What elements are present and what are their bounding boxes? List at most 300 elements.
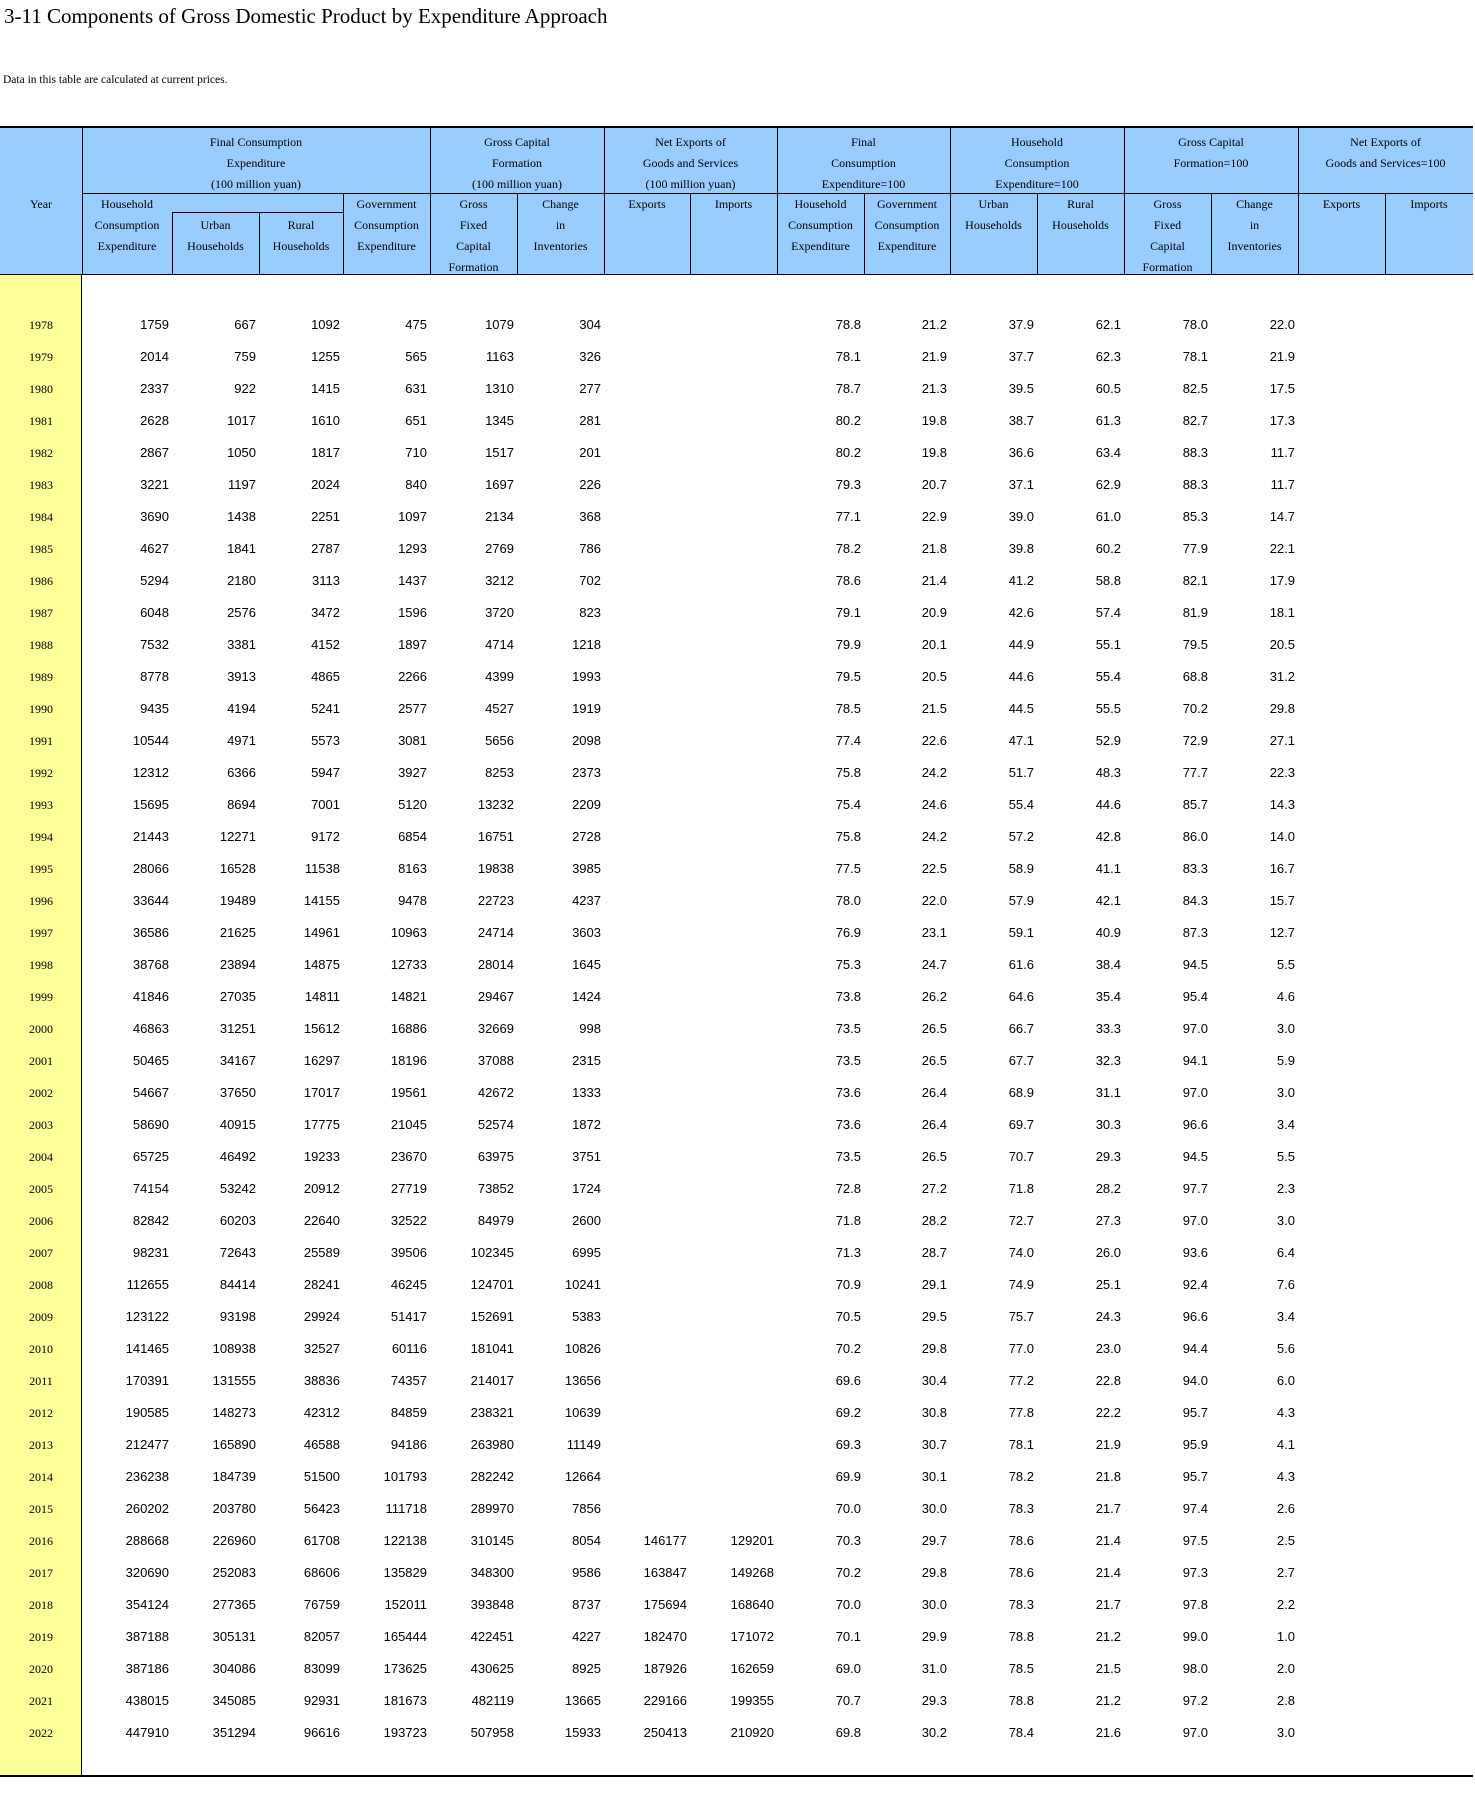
cell-household-share: 75.3	[835, 957, 861, 972]
cell-change-in-inventories: 201	[579, 445, 601, 460]
cell-fixed-capital-share: 68.8	[1182, 669, 1208, 684]
cell-year: 1982	[29, 446, 53, 460]
cell-government-share: 26.2	[921, 989, 947, 1004]
cell-government-consumption: 165444	[383, 1629, 427, 1644]
cell-inventories-share: 17.5	[1269, 381, 1295, 396]
cell-inventories-share: 1.0	[1276, 1629, 1295, 1644]
cell-household-share: 77.1	[835, 509, 861, 524]
cell-rural-share: 42.8	[1095, 829, 1121, 844]
cell-government-consumption: 74357	[390, 1373, 427, 1388]
table-row	[0, 1109, 1473, 1141]
cell-inventories-share: 11.7	[1270, 477, 1295, 492]
table-row	[0, 789, 1473, 821]
table-bottom-rule	[0, 1775, 1473, 1777]
cell-change-in-inventories: 8925	[572, 1661, 601, 1676]
cell-household-share: 70.7	[835, 1693, 861, 1708]
cell-household-consumption: 15695	[132, 797, 169, 812]
cell-household-consumption: 50465	[132, 1053, 169, 1068]
cell-fixed-capital-share: 82.7	[1182, 413, 1208, 428]
cell-household-consumption: 1759	[140, 317, 169, 332]
cell-urban-share: 78.8	[1008, 1629, 1034, 1644]
cell-change-in-inventories: 226	[579, 477, 601, 492]
cell-change-in-inventories: 823	[579, 605, 601, 620]
cell-government-share: 20.7	[921, 477, 947, 492]
cell-change-in-inventories: 4237	[572, 893, 601, 908]
cell-rural-share: 23.0	[1095, 1341, 1121, 1356]
cell-change-in-inventories: 11149	[566, 1437, 601, 1452]
cell-household-share: 69.3	[835, 1437, 861, 1452]
cell-government-consumption: 14821	[390, 989, 427, 1004]
cell-year: 2008	[29, 1278, 53, 1292]
cell-government-share: 29.8	[921, 1341, 947, 1356]
cell-gross-fixed-capital: 214017	[470, 1373, 514, 1388]
cell-year: 2021	[29, 1694, 53, 1708]
cell-rural-share: 26.0	[1095, 1245, 1121, 1260]
cell-imports: 199355	[730, 1693, 774, 1708]
cell-government-share: 28.7	[921, 1245, 947, 1260]
cell-year: 2015	[29, 1502, 53, 1516]
cell-rural-share: 57.4	[1095, 605, 1121, 620]
table-row	[0, 757, 1473, 789]
cell-inventories-share: 12.7	[1269, 925, 1295, 940]
cell-urban-share: 61.6	[1008, 957, 1034, 972]
header-change-in-inventories-100: Change in Inventories	[1227, 197, 1282, 253]
cell-rural-households: 96616	[303, 1725, 340, 1740]
cell-household-share: 73.5	[835, 1053, 861, 1068]
cell-change-in-inventories: 5383	[572, 1309, 601, 1324]
header-government-consumption-100: Government Consumption Expenditure	[874, 197, 940, 253]
cell-gross-fixed-capital: 29467	[477, 989, 514, 1004]
cell-government-share: 21.9	[921, 349, 947, 364]
cell-rural-households: 1255	[311, 349, 340, 364]
cell-inventories-share: 22.3	[1269, 765, 1295, 780]
table-row	[0, 1653, 1473, 1685]
cell-inventories-share: 4.3	[1276, 1405, 1295, 1420]
cell-gross-fixed-capital: 28014	[477, 957, 514, 972]
cell-change-in-inventories: 6995	[572, 1245, 601, 1260]
cell-urban-households: 4971	[227, 733, 256, 748]
cell-fixed-capital-share: 95.7	[1182, 1469, 1208, 1484]
cell-rural-households: 15612	[303, 1021, 340, 1036]
cell-rural-share: 55.5	[1095, 701, 1121, 716]
cell-exports: 175694	[643, 1597, 687, 1612]
cell-fixed-capital-share: 97.4	[1182, 1501, 1208, 1516]
cell-government-consumption: 10963	[390, 925, 427, 940]
cell-government-consumption: 122138	[383, 1533, 427, 1548]
cell-inventories-share: 4.1	[1276, 1437, 1295, 1452]
cell-rural-households: 76759	[303, 1597, 340, 1612]
cell-household-share: 70.2	[835, 1565, 861, 1580]
cell-government-consumption: 23670	[390, 1149, 427, 1164]
cell-household-consumption: 123122	[125, 1309, 169, 1324]
cell-fixed-capital-share: 97.0	[1182, 1725, 1208, 1740]
cell-fixed-capital-share: 84.3	[1182, 893, 1208, 908]
cell-household-share: 73.8	[835, 989, 861, 1004]
cell-urban-households: 8694	[227, 797, 256, 812]
cell-rural-share: 21.7	[1095, 1597, 1121, 1612]
cell-urban-households: 1050	[227, 445, 256, 460]
cell-household-share: 73.5	[835, 1021, 861, 1036]
cell-government-consumption: 8163	[398, 861, 427, 876]
cell-change-in-inventories: 15933	[564, 1725, 601, 1740]
cell-household-consumption: 4627	[140, 541, 169, 556]
cell-fixed-capital-share: 86.0	[1182, 829, 1208, 844]
table-row	[0, 917, 1473, 949]
cell-urban-households: 131555	[212, 1373, 256, 1388]
cell-fixed-capital-share: 94.5	[1182, 957, 1208, 972]
table-row	[0, 661, 1473, 693]
table-row	[0, 405, 1473, 437]
header-year: Year	[29, 197, 53, 211]
header-imports: Imports	[714, 197, 753, 211]
header-exports-100: Exports	[1322, 197, 1361, 211]
cell-year: 2010	[29, 1342, 53, 1356]
header-rural-households: Rural Households	[272, 218, 330, 253]
cell-rural-share: 28.2	[1095, 1181, 1121, 1196]
cell-household-consumption: 36586	[132, 925, 169, 940]
cell-household-share: 78.7	[835, 381, 861, 396]
cell-rural-households: 4865	[311, 669, 340, 684]
cell-government-consumption: 111718	[385, 1501, 427, 1516]
cell-rural-households: 17017	[303, 1085, 340, 1100]
cell-change-in-inventories: 7856	[572, 1501, 601, 1516]
cell-government-share: 29.3	[921, 1693, 947, 1708]
cell-rural-households: 19233	[303, 1149, 340, 1164]
cell-fixed-capital-share: 85.3	[1182, 509, 1208, 524]
cell-government-consumption: 1897	[398, 637, 427, 652]
cell-gross-fixed-capital: 8253	[485, 765, 514, 780]
cell-inventories-share: 6.4	[1276, 1245, 1295, 1260]
cell-urban-share: 37.1	[1008, 477, 1034, 492]
table-row	[0, 1333, 1473, 1365]
cell-year: 1983	[29, 478, 53, 492]
cell-inventories-share: 5.6	[1276, 1341, 1295, 1356]
cell-change-in-inventories: 702	[579, 573, 601, 588]
table-row	[0, 565, 1473, 597]
cell-rural-households: 3113	[312, 573, 340, 588]
table-row	[0, 437, 1473, 469]
cell-household-share: 78.8	[835, 317, 861, 332]
cell-urban-households: 16528	[219, 861, 256, 876]
cell-rural-households: 3472	[311, 605, 340, 620]
cell-household-share: 73.5	[835, 1149, 861, 1164]
cell-year: 2007	[29, 1246, 53, 1260]
cell-year: 2012	[29, 1406, 53, 1420]
cell-gross-fixed-capital: 63975	[477, 1149, 514, 1164]
cell-urban-share: 77.2	[1008, 1373, 1034, 1388]
cell-rural-households: 46588	[303, 1437, 340, 1452]
table-row	[0, 981, 1473, 1013]
cell-exports: 187926	[643, 1661, 687, 1676]
cell-rural-share: 60.5	[1095, 381, 1121, 396]
cell-household-share: 78.5	[835, 701, 861, 716]
cell-government-share: 26.4	[921, 1117, 947, 1132]
cell-inventories-share: 4.6	[1276, 989, 1295, 1004]
cell-gross-fixed-capital: 238321	[470, 1405, 514, 1420]
cell-fixed-capital-share: 88.3	[1182, 477, 1208, 492]
cell-urban-share: 58.9	[1008, 861, 1034, 876]
cell-rural-share: 22.2	[1095, 1405, 1121, 1420]
cell-gross-fixed-capital: 37088	[477, 1053, 514, 1068]
cell-rural-households: 20912	[303, 1181, 340, 1196]
cell-household-consumption: 447910	[125, 1725, 169, 1740]
cell-fixed-capital-share: 88.3	[1182, 445, 1208, 460]
cell-urban-households: 53242	[219, 1181, 256, 1196]
cell-change-in-inventories: 368	[579, 509, 601, 524]
cell-rural-share: 48.3	[1095, 765, 1121, 780]
table-row	[0, 1141, 1473, 1173]
cell-fixed-capital-share: 97.7	[1182, 1181, 1208, 1196]
cell-exports: 182470	[643, 1629, 687, 1644]
cell-government-consumption: 5120	[398, 797, 427, 812]
cell-urban-households: 40915	[219, 1117, 256, 1132]
cell-year: 2009	[29, 1310, 53, 1324]
cell-household-share: 69.6	[835, 1373, 861, 1388]
cell-fixed-capital-share: 87.3	[1182, 925, 1208, 940]
cell-fixed-capital-share: 94.0	[1182, 1373, 1208, 1388]
cell-household-consumption: 2337	[140, 381, 169, 396]
cell-household-share: 78.6	[835, 573, 861, 588]
table-row	[0, 469, 1473, 501]
cell-government-consumption: 1437	[398, 573, 427, 588]
cell-government-consumption: 12733	[390, 957, 427, 972]
cell-year: 2020	[29, 1662, 53, 1676]
cell-gross-fixed-capital: 2769	[485, 541, 514, 556]
cell-gross-fixed-capital: 19838	[477, 861, 514, 876]
cell-urban-share: 70.7	[1008, 1149, 1034, 1164]
cell-government-share: 30.0	[921, 1501, 947, 1516]
cell-year: 1997	[29, 926, 53, 940]
cell-government-consumption: 2577	[398, 701, 427, 716]
cell-household-share: 78.1	[835, 349, 861, 364]
cell-fixed-capital-share: 97.3	[1182, 1565, 1208, 1580]
cell-inventories-share: 2.5	[1276, 1533, 1295, 1548]
cell-rural-share: 62.9	[1095, 477, 1121, 492]
cell-government-share: 21.8	[921, 541, 947, 556]
cell-inventories-share: 3.0	[1276, 1021, 1295, 1036]
cell-government-share: 30.8	[921, 1405, 947, 1420]
cell-government-consumption: 27719	[390, 1181, 427, 1196]
cell-fixed-capital-share: 77.7	[1182, 765, 1208, 780]
cell-household-consumption: 354124	[125, 1597, 169, 1612]
table-row	[0, 1589, 1473, 1621]
cell-year: 2018	[29, 1598, 53, 1612]
cell-household-consumption: 58690	[132, 1117, 169, 1132]
cell-household-share: 75.8	[835, 765, 861, 780]
cell-rural-share: 35.4	[1095, 989, 1121, 1004]
cell-urban-share: 78.1	[1008, 1437, 1034, 1452]
table-row	[0, 1685, 1473, 1717]
cell-change-in-inventories: 13656	[564, 1373, 601, 1388]
cell-government-share: 23.1	[921, 925, 947, 940]
cell-household-consumption: 54667	[132, 1085, 169, 1100]
cell-gross-fixed-capital: 393848	[470, 1597, 514, 1612]
cell-fixed-capital-share: 97.5	[1182, 1533, 1208, 1548]
cell-government-consumption: 16886	[390, 1021, 427, 1036]
cell-rural-share: 25.1	[1095, 1277, 1121, 1292]
cell-government-consumption: 710	[405, 445, 427, 460]
cell-gross-fixed-capital: 3212	[485, 573, 514, 588]
cell-change-in-inventories: 1993	[572, 669, 601, 684]
cell-household-consumption: 288668	[125, 1533, 169, 1548]
cell-gross-fixed-capital: 52574	[477, 1117, 514, 1132]
cell-government-share: 29.1	[921, 1277, 947, 1292]
cell-fixed-capital-share: 97.0	[1182, 1213, 1208, 1228]
cell-government-share: 21.5	[921, 701, 947, 716]
cell-imports: 129201	[730, 1533, 774, 1548]
cell-fixed-capital-share: 95.7	[1182, 1405, 1208, 1420]
cell-household-consumption: 7532	[140, 637, 169, 652]
cell-rural-households: 42312	[303, 1405, 340, 1420]
cell-year: 2013	[29, 1438, 53, 1452]
header-gross-fixed-capital-formation-100: Gross Fixed Capital Formation	[1142, 197, 1193, 274]
cell-rural-households: 82057	[303, 1629, 340, 1644]
cell-rural-households: 1610	[311, 413, 340, 428]
table-row	[0, 1237, 1473, 1269]
cell-urban-households: 184739	[212, 1469, 256, 1484]
cell-rural-households: 5241	[311, 701, 340, 716]
cell-gross-fixed-capital: 16751	[477, 829, 514, 844]
cell-year: 1978	[29, 318, 53, 332]
cell-year: 2011	[29, 1374, 53, 1388]
cell-gross-fixed-capital: 482119	[471, 1693, 514, 1708]
cell-rural-households: 2024	[311, 477, 340, 492]
cell-urban-share: 78.5	[1008, 1661, 1034, 1676]
cell-rural-share: 62.1	[1095, 317, 1121, 332]
cell-urban-households: 148273	[212, 1405, 256, 1420]
cell-household-consumption: 6048	[140, 605, 169, 620]
cell-government-share: 29.9	[921, 1629, 947, 1644]
cell-household-share: 77.4	[835, 733, 861, 748]
cell-household-consumption: 112655	[126, 1277, 169, 1292]
cell-rural-households: 51500	[303, 1469, 340, 1484]
cell-urban-share: 57.9	[1008, 893, 1034, 908]
header-final-consumption: Final Consumption Expenditure (100 million yuan)	[209, 135, 303, 191]
cell-gross-fixed-capital: 22723	[477, 893, 514, 908]
cell-change-in-inventories: 2315	[572, 1053, 601, 1068]
cell-household-consumption: 3221	[140, 477, 169, 492]
table-row	[0, 597, 1473, 629]
cell-change-in-inventories: 326	[579, 349, 601, 364]
cell-fixed-capital-share: 99.0	[1182, 1629, 1208, 1644]
cell-gross-fixed-capital: 263980	[470, 1437, 514, 1452]
table-row	[0, 1013, 1473, 1045]
cell-urban-households: 2180	[227, 573, 256, 588]
cell-change-in-inventories: 10826	[564, 1341, 601, 1356]
cell-government-share: 22.5	[921, 861, 947, 876]
cell-urban-households: 165890	[212, 1437, 256, 1452]
cell-household-share: 69.2	[835, 1405, 861, 1420]
cell-household-consumption: 21443	[132, 829, 169, 844]
cell-year: 2004	[29, 1150, 53, 1164]
cell-household-share: 69.9	[835, 1469, 861, 1484]
cell-government-consumption: 21045	[390, 1117, 427, 1132]
cell-year: 1993	[29, 798, 53, 812]
cell-household-consumption: 10544	[132, 733, 169, 748]
cell-urban-households: 60203	[219, 1213, 256, 1228]
cell-urban-share: 44.6	[1008, 669, 1034, 684]
cell-gross-fixed-capital: 3720	[485, 605, 514, 620]
table-row	[0, 533, 1473, 565]
cell-urban-share: 51.7	[1008, 765, 1034, 780]
cell-rural-share: 21.9	[1095, 1437, 1121, 1452]
cell-household-consumption: 170391	[125, 1373, 169, 1388]
cell-urban-share: 64.6	[1008, 989, 1034, 1004]
cell-year: 2003	[29, 1118, 53, 1132]
cell-rural-households: 9172	[311, 829, 340, 844]
cell-inventories-share: 5.5	[1276, 1149, 1295, 1164]
cell-year: 2002	[29, 1086, 53, 1100]
cell-urban-households: 305131	[212, 1629, 256, 1644]
cell-year: 1980	[29, 382, 53, 396]
cell-fixed-capital-share: 92.4	[1182, 1277, 1208, 1292]
cell-household-consumption: 9435	[140, 701, 169, 716]
cell-household-consumption: 38768	[132, 957, 169, 972]
table-row	[0, 1557, 1473, 1589]
cell-government-consumption: 631	[405, 381, 427, 396]
cell-household-consumption: 141465	[125, 1341, 169, 1356]
cell-urban-households: 19489	[219, 893, 256, 908]
cell-rural-households: 7001	[311, 797, 340, 812]
cell-rural-share: 52.9	[1095, 733, 1121, 748]
cell-household-share: 79.5	[835, 669, 861, 684]
cell-inventories-share: 15.7	[1269, 893, 1295, 908]
cell-gross-fixed-capital: 422451	[470, 1629, 514, 1644]
cell-government-share: 28.2	[921, 1213, 947, 1228]
table-row	[0, 1045, 1473, 1077]
cell-year: 1986	[29, 574, 53, 588]
cell-government-consumption: 84859	[390, 1405, 427, 1420]
cell-household-share: 70.3	[835, 1533, 861, 1548]
cell-change-in-inventories: 1333	[572, 1085, 601, 1100]
cell-inventories-share: 22.1	[1269, 541, 1295, 556]
cell-change-in-inventories: 998	[579, 1021, 601, 1036]
cell-rural-households: 5947	[311, 765, 340, 780]
cell-rural-households: 92931	[303, 1693, 340, 1708]
cell-urban-share: 71.8	[1008, 1181, 1034, 1196]
cell-household-share: 79.3	[835, 477, 861, 492]
header-urban-households: Urban Households	[187, 218, 244, 253]
cell-rural-share: 42.1	[1095, 893, 1121, 908]
cell-gross-fixed-capital: 282242	[470, 1469, 514, 1484]
cell-urban-share: 66.7	[1008, 1021, 1034, 1036]
cell-urban-share: 37.7	[1008, 349, 1034, 364]
cell-household-share: 79.1	[835, 605, 861, 620]
cell-rural-share: 55.1	[1095, 637, 1121, 652]
cell-government-share: 20.5	[921, 669, 947, 684]
cell-government-consumption: 475	[405, 317, 427, 332]
cell-government-share: 20.9	[921, 605, 947, 620]
cell-fixed-capital-share: 97.8	[1182, 1597, 1208, 1612]
cell-household-consumption: 212477	[125, 1437, 169, 1452]
cell-year: 2000	[29, 1022, 53, 1036]
cell-year: 1999	[29, 990, 53, 1004]
cell-government-share: 26.5	[921, 1149, 947, 1164]
cell-government-consumption: 94186	[390, 1437, 427, 1452]
cell-household-consumption: 190585	[125, 1405, 169, 1420]
cell-year: 2001	[29, 1054, 53, 1068]
cell-household-consumption: 5294	[140, 573, 169, 588]
cell-government-consumption: 173625	[383, 1661, 427, 1676]
cell-household-share: 71.8	[835, 1213, 861, 1228]
cell-urban-share: 78.2	[1008, 1469, 1034, 1484]
cell-fixed-capital-share: 82.5	[1182, 381, 1208, 396]
cell-government-consumption: 565	[405, 349, 427, 364]
cell-gross-fixed-capital: 73852	[477, 1181, 514, 1196]
cell-rural-share: 62.3	[1095, 349, 1121, 364]
cell-year: 1998	[29, 958, 53, 972]
cell-change-in-inventories: 304	[579, 317, 601, 332]
